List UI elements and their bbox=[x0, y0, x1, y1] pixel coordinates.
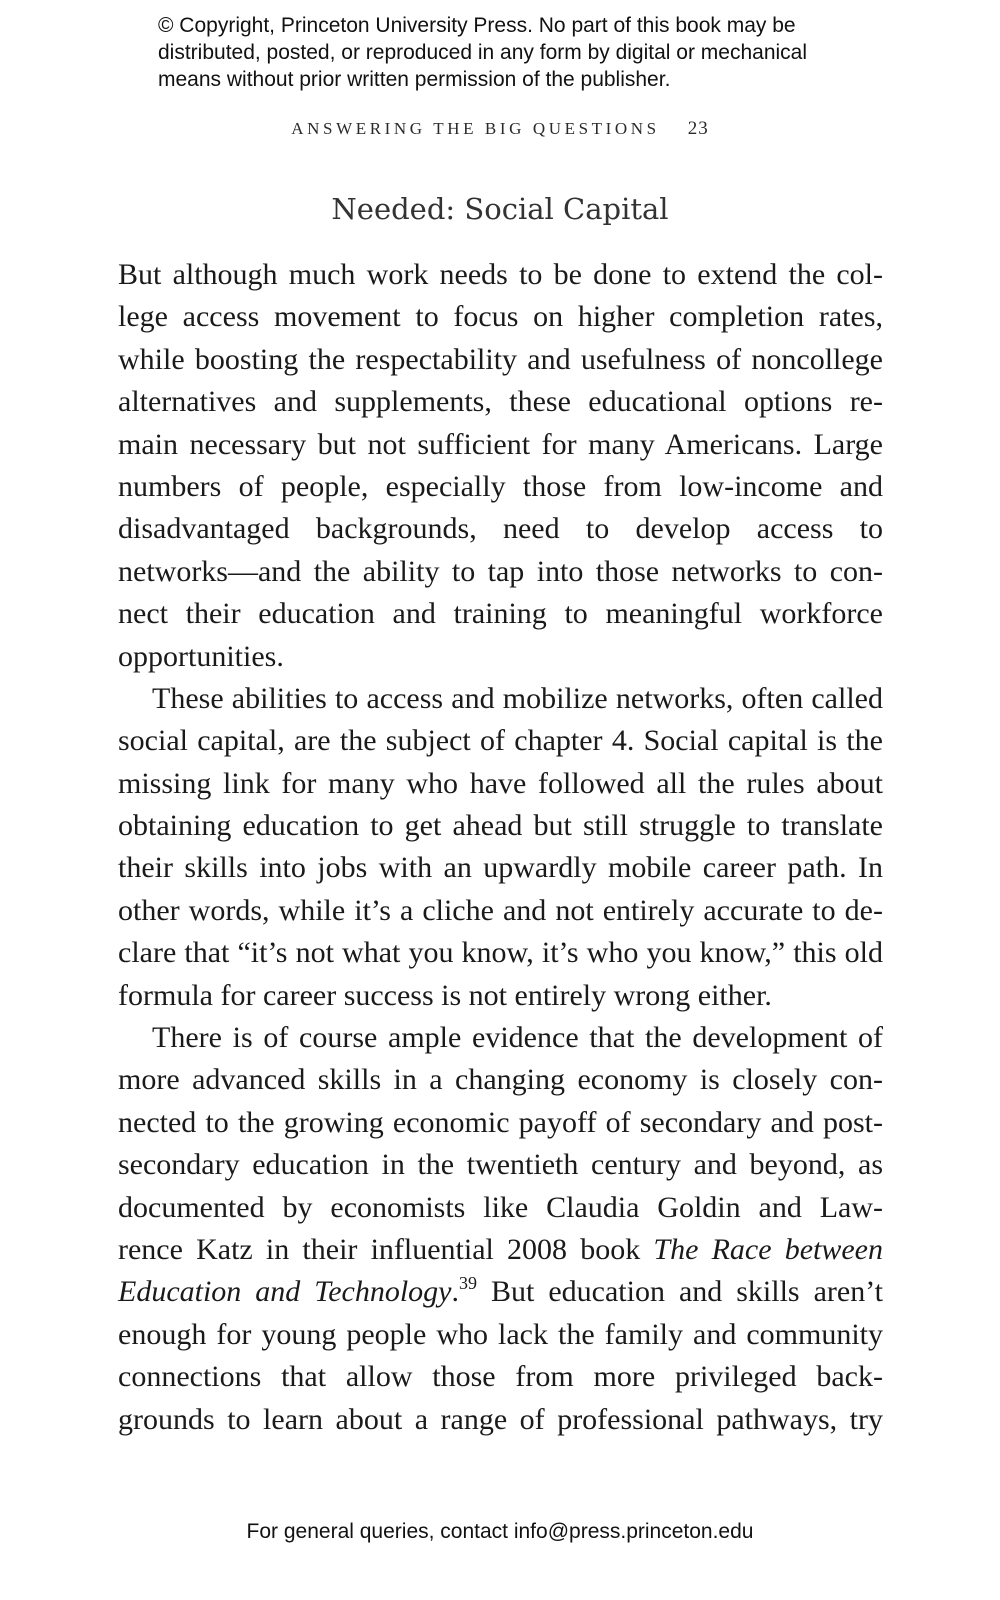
text-line: missing link for many who have followed all the rules about bbox=[118, 766, 883, 800]
copyright-line-2: distributed, posted, or reproduced in any form by digital or mechanical bbox=[158, 41, 808, 64]
text-line bbox=[118, 1271, 883, 1313]
text-line: disadvantaged backgrounds, need to develop access to bbox=[118, 512, 883, 546]
paragraph-3 bbox=[118, 1017, 883, 1441]
text-line: their skills into jobs with an upwardly mobile career path. In bbox=[118, 851, 883, 885]
footer-contact: For general queries, contact info@press.princeton.edu bbox=[246, 1520, 754, 1543]
footnote-reference[interactable]: 39 bbox=[459, 1273, 478, 1294]
text-line: nect their education and training to meaningful workforce bbox=[118, 597, 883, 631]
text-line: obtaining education to get ahead but still struggle to translate bbox=[118, 809, 883, 843]
text-line: grounds to learn about a range of professional pathways, try bbox=[118, 1402, 883, 1436]
text-line: nected to the growing economic payoff of secondary and post- bbox=[118, 1105, 883, 1139]
text-line: more advanced skills in a changing economy is closely con- bbox=[118, 1063, 883, 1097]
running-head-title: ANSWERING THE BIG QUESTIONS bbox=[291, 119, 660, 138]
copyright-line-1: © Copyright, Princeton University Press. No part of this book may be bbox=[158, 14, 796, 37]
section-title: Needed: Social Capital bbox=[331, 192, 669, 226]
paragraph-1 bbox=[118, 254, 883, 678]
text-line: opportunities. bbox=[118, 639, 284, 673]
text-line: formula for career success is not entirely wrong either. bbox=[118, 978, 772, 1012]
text-line: clare that “it’s not what you know, it’s who you know,” this old bbox=[118, 936, 883, 970]
page-number: 23 bbox=[687, 118, 709, 139]
text-line: numbers of people, especially those from low-income and bbox=[118, 469, 883, 503]
text-fragment: . bbox=[451, 1275, 460, 1309]
text-line: alternatives and supplements, these educational options re- bbox=[118, 385, 883, 419]
text-line: But although much work needs to be done to extend the col- bbox=[118, 258, 883, 291]
book-title: The Race between bbox=[653, 1232, 883, 1266]
text-line: networks—and the ability to tap into those networks to con- bbox=[118, 554, 883, 588]
text-fragment: rence Katz in their influential 2008 book bbox=[118, 1232, 654, 1266]
text-line: while boosting the respectability and usefulness of noncollege bbox=[118, 342, 883, 376]
book-title: Education and Technology bbox=[118, 1275, 452, 1309]
text-line: social capital, are the subject of chapter 4. Social capital is the bbox=[118, 724, 883, 758]
text-fragment: But education and skills aren’t bbox=[477, 1275, 883, 1309]
paragraph-2 bbox=[118, 678, 883, 1017]
text-line: connections that allow those from more privileged back- bbox=[118, 1360, 883, 1394]
body-text bbox=[118, 254, 883, 1441]
text-line: other words, while it’s a cliche and not entirely accurate to de- bbox=[118, 893, 883, 927]
text-line: secondary education in the twentieth century and beyond, as bbox=[118, 1148, 883, 1182]
text-line: documented by economists like Claudia Goldin and Law- bbox=[118, 1190, 883, 1224]
copyright-line-3: means without prior written permission of the publisher. bbox=[158, 68, 671, 91]
copyright-notice bbox=[158, 12, 918, 93]
text-line: There is of course ample evidence that the development of bbox=[152, 1021, 883, 1055]
text-line bbox=[118, 1229, 883, 1271]
text-line: These abilities to access and mobilize networks, often called bbox=[152, 681, 883, 715]
running-head bbox=[0, 118, 1000, 140]
text-line: enough for young people who lack the family and community bbox=[118, 1317, 883, 1351]
text-line: lege access movement to focus on higher completion rates, bbox=[118, 300, 883, 334]
text-line: main necessary but not sufficient for many Americans. Large bbox=[118, 427, 883, 461]
